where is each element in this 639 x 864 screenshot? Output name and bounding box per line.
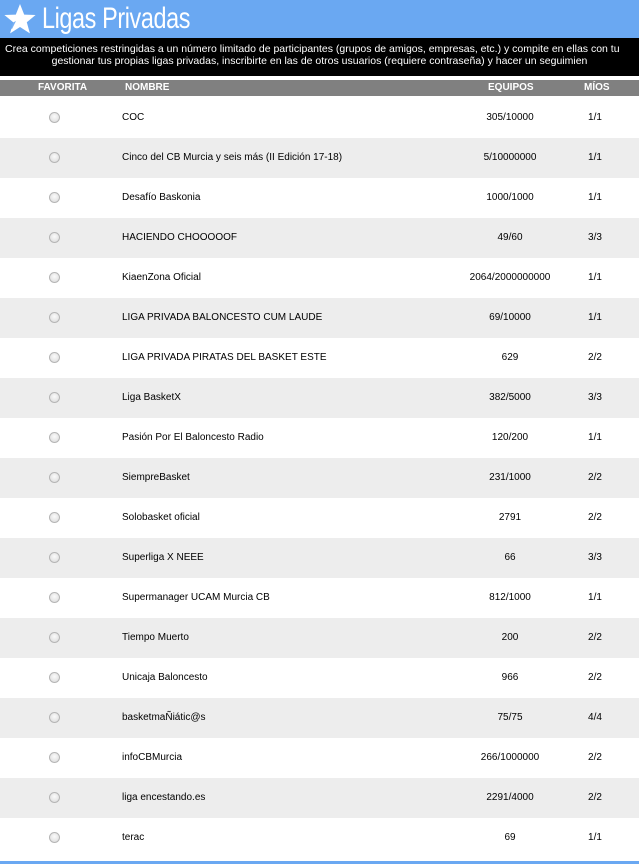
favorite-radio[interactable] bbox=[49, 232, 60, 243]
league-name-link[interactable]: SiempreBasket bbox=[122, 472, 190, 483]
equipos-value: 231/1000 bbox=[489, 472, 531, 483]
star-icon bbox=[2, 1, 38, 37]
equipos-value: 2291/4000 bbox=[486, 792, 534, 803]
league-name-link[interactable]: Supermanager UCAM Murcia CB bbox=[122, 592, 270, 603]
table-row[interactable] bbox=[0, 338, 639, 378]
league-name-link[interactable]: LIGA PRIVADA PIRATAS DEL BASKET ESTE bbox=[122, 352, 327, 363]
favorite-radio[interactable] bbox=[49, 112, 60, 123]
equipos-value: 75/75 bbox=[497, 712, 523, 723]
table-row[interactable] bbox=[0, 138, 639, 178]
table-row[interactable] bbox=[0, 698, 639, 738]
table-row[interactable] bbox=[0, 378, 639, 418]
league-name-link[interactable]: infoCBMurcia bbox=[122, 752, 183, 763]
table-row[interactable] bbox=[0, 418, 639, 458]
equipos-value: 66 bbox=[504, 552, 516, 563]
mios-value: 2/2 bbox=[588, 512, 602, 523]
league-name-link[interactable]: COC bbox=[122, 112, 145, 123]
favorite-radio[interactable] bbox=[49, 832, 60, 843]
table-row[interactable] bbox=[0, 778, 639, 818]
league-name-link[interactable]: terac bbox=[122, 832, 145, 843]
league-name-link[interactable]: Cinco del CB Murcia y seis más (II Edición 17-18) bbox=[122, 152, 343, 163]
league-name-link[interactable]: liga encestando.es bbox=[122, 792, 206, 803]
mios-value: 1/1 bbox=[588, 152, 602, 163]
column-header-nombre[interactable]: NOMBRE bbox=[125, 82, 170, 93]
favorite-radio[interactable] bbox=[49, 272, 60, 283]
mios-value: 1/1 bbox=[588, 312, 602, 323]
mios-value: 2/2 bbox=[588, 752, 602, 763]
league-name-link[interactable]: Unicaja Baloncesto bbox=[122, 672, 208, 683]
favorite-radio[interactable] bbox=[49, 752, 60, 763]
equipos-value: 382/5000 bbox=[489, 392, 531, 403]
league-name-link[interactable]: LIGA PRIVADA BALONCESTO CUM LAUDE bbox=[122, 312, 323, 323]
equipos-value: 5/10000000 bbox=[483, 152, 537, 163]
description-line-2: gestionar tus propias ligas privadas, inscribirte en las de otros usuarios (requiere contraseña) y hacer un seguimien bbox=[51, 55, 588, 67]
table-row[interactable] bbox=[0, 458, 639, 498]
table-header bbox=[0, 80, 639, 96]
equipos-value: 2791 bbox=[498, 512, 522, 523]
equipos-value: 49/60 bbox=[497, 232, 523, 243]
table-row[interactable] bbox=[0, 578, 639, 618]
mios-value: 3/3 bbox=[588, 232, 602, 243]
favorite-radio[interactable] bbox=[49, 552, 60, 563]
leagues-table-body bbox=[0, 98, 639, 858]
equipos-value: 1000/1000 bbox=[486, 192, 534, 203]
mios-value: 2/2 bbox=[588, 352, 602, 363]
favorite-radio[interactable] bbox=[49, 352, 60, 363]
mios-value: 1/1 bbox=[588, 272, 602, 283]
page-banner bbox=[0, 0, 639, 38]
favorite-radio[interactable] bbox=[49, 712, 60, 723]
equipos-value: 966 bbox=[501, 672, 519, 683]
favorite-radio[interactable] bbox=[49, 632, 60, 643]
table-row[interactable] bbox=[0, 258, 639, 298]
mios-value: 1/1 bbox=[588, 592, 602, 603]
league-name-link[interactable]: Desafío Baskonia bbox=[122, 192, 201, 203]
mios-value: 3/3 bbox=[588, 392, 602, 403]
mios-value: 2/2 bbox=[588, 632, 602, 643]
table-row[interactable] bbox=[0, 738, 639, 778]
mios-value: 2/2 bbox=[588, 792, 602, 803]
description-bar bbox=[0, 38, 639, 76]
mios-value: 4/4 bbox=[588, 712, 602, 723]
equipos-value: 2064/2000000000 bbox=[469, 272, 551, 283]
table-row[interactable] bbox=[0, 538, 639, 578]
league-name-link[interactable]: basketmaÑiátic@s bbox=[122, 712, 206, 723]
equipos-value: 69/10000 bbox=[489, 312, 531, 323]
league-name-link[interactable]: Solobasket oficial bbox=[122, 512, 200, 523]
table-row[interactable] bbox=[0, 498, 639, 538]
mios-value: 1/1 bbox=[588, 432, 602, 443]
table-row[interactable] bbox=[0, 178, 639, 218]
equipos-value: 266/1000000 bbox=[480, 752, 540, 763]
mios-value: 1/1 bbox=[588, 112, 602, 123]
favorite-radio[interactable] bbox=[49, 672, 60, 683]
table-row[interactable] bbox=[0, 298, 639, 338]
favorite-radio[interactable] bbox=[49, 472, 60, 483]
mios-value: 1/1 bbox=[588, 192, 602, 203]
league-name-link[interactable]: HACIENDO CHOOOOOF bbox=[122, 232, 238, 243]
table-row[interactable] bbox=[0, 98, 639, 138]
table-row[interactable] bbox=[0, 818, 639, 858]
league-name-link[interactable]: Liga BasketX bbox=[122, 392, 181, 403]
favorite-radio[interactable] bbox=[49, 792, 60, 803]
league-name-link[interactable]: Pasión Por El Baloncesto Radio bbox=[122, 432, 264, 443]
description-line-1: Crea competiciones restringidas a un número limitado de participantes (grupos de amigos, empresas, etc.) y compite en ellas con tu bbox=[5, 43, 620, 55]
column-header-favorita[interactable]: FAVORITA bbox=[38, 82, 88, 93]
favorite-radio[interactable] bbox=[49, 432, 60, 443]
page-title: Ligas Privadas bbox=[42, 2, 191, 35]
table-row[interactable] bbox=[0, 658, 639, 698]
mios-value: 2/2 bbox=[588, 672, 602, 683]
favorite-radio[interactable] bbox=[49, 312, 60, 323]
favorite-radio[interactable] bbox=[49, 192, 60, 203]
favorite-radio[interactable] bbox=[49, 592, 60, 603]
equipos-value: 200 bbox=[501, 632, 519, 643]
column-header-equipos[interactable]: EQUIPOS bbox=[488, 82, 534, 93]
favorite-radio[interactable] bbox=[49, 512, 60, 523]
equipos-value: 120/200 bbox=[491, 432, 529, 443]
favorite-radio[interactable] bbox=[49, 392, 60, 403]
equipos-value: 812/1000 bbox=[489, 592, 531, 603]
equipos-value: 305/10000 bbox=[486, 112, 534, 123]
mios-value: 1/1 bbox=[588, 832, 602, 843]
equipos-value: 629 bbox=[501, 352, 519, 363]
league-name-link[interactable]: Superliga X NEEE bbox=[122, 552, 204, 563]
league-name-link[interactable]: KiaenZona Oficial bbox=[122, 272, 201, 283]
equipos-value: 69 bbox=[504, 832, 516, 843]
column-header-mios[interactable]: MÍOS bbox=[584, 82, 610, 93]
mios-value: 3/3 bbox=[588, 552, 602, 563]
mios-value: 2/2 bbox=[588, 472, 602, 483]
favorite-radio[interactable] bbox=[49, 152, 60, 163]
table-row[interactable] bbox=[0, 618, 639, 658]
league-name-link[interactable]: Tiempo Muerto bbox=[122, 632, 189, 643]
table-row[interactable] bbox=[0, 218, 639, 258]
